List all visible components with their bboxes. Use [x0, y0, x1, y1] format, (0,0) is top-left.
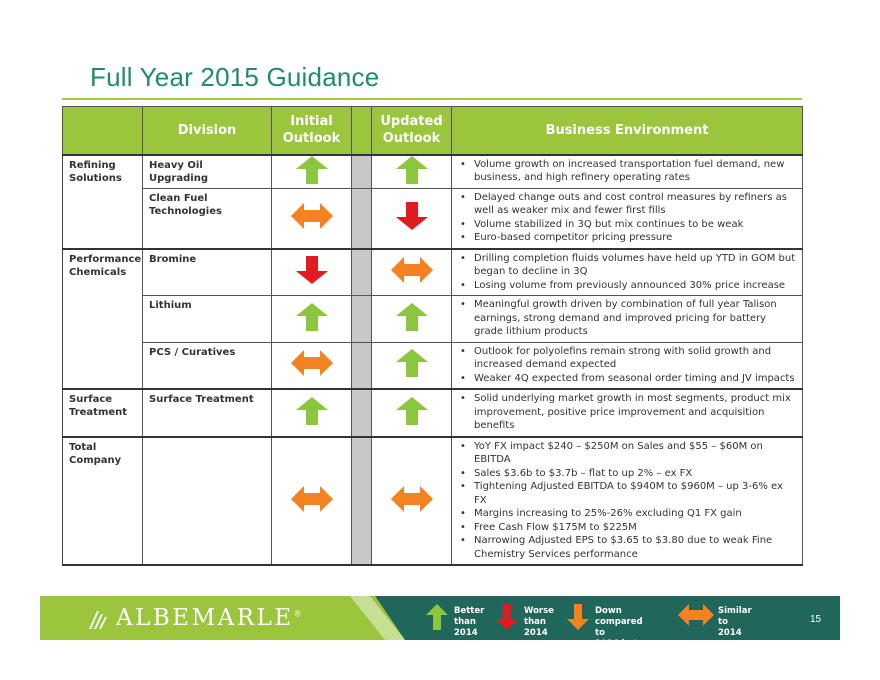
- albemarle-logo-mark-icon: [88, 608, 110, 630]
- segment-cell: Performance Chemicals: [63, 249, 143, 296]
- division-cell: Heavy Oil Upgrading: [143, 155, 272, 189]
- list-item: • Outlook for polyolefins remain strong with solid growth and increased demand expected: [458, 345, 796, 372]
- list-item: • Sales $3.6b to $3.7b – flat to up 2% – ex FX: [458, 467, 796, 481]
- list-item: • Volume stabilized in 3Q but mix continues to be weak: [458, 218, 796, 232]
- gap-cell: [352, 155, 372, 189]
- segment-cell: [63, 296, 143, 343]
- footer-bar: [40, 596, 840, 660]
- updated-outlook-green-up-arrow-icon: [396, 397, 428, 425]
- updated-outlook-cell: [372, 296, 452, 343]
- updated-outlook-cell: [372, 155, 452, 189]
- initial-outlook-green-up-arrow-icon: [296, 303, 328, 331]
- gap-cell: [352, 296, 372, 343]
- business-environment-list: [458, 252, 796, 293]
- legend-similar-label: Similar to 2014: [718, 606, 752, 638]
- table-row: [63, 188, 803, 249]
- list-item: • Losing volume from previously announced 30% price increase: [458, 279, 796, 293]
- header-gap: [352, 107, 372, 155]
- initial-outlook-cell: [272, 437, 352, 566]
- initial-outlook-cell: [272, 389, 352, 437]
- business-environment-cell: [452, 188, 803, 249]
- division-cell: PCS / Curatives: [143, 342, 272, 389]
- updated-outlook-green-up-arrow-icon: [396, 156, 428, 184]
- list-item: • Volume growth on increased transportation fuel demand, new business, and high refinery operating rates: [458, 158, 796, 185]
- legend-similar: [678, 604, 752, 638]
- legend-orange-double-arrow-icon: [678, 604, 714, 626]
- list-item: • YoY FX impact $240 – $250M on Sales and $55 – $60M on EBITDA: [458, 440, 796, 467]
- gap-cell: [352, 342, 372, 389]
- updated-outlook-cell: [372, 188, 452, 249]
- initial-outlook-orange-double-arrow-icon: [291, 203, 333, 229]
- legend-red-down-arrow-icon: [496, 604, 518, 630]
- segment-cell: Total Company: [63, 437, 143, 566]
- gap-cell: [352, 437, 372, 566]
- list-item: • Euro-based competitor pricing pressure: [458, 231, 796, 245]
- header-segment: [63, 107, 143, 155]
- list-item: • Tightening Adjusted EBITDA to $940M to $960M – up 3-6% ex FX: [458, 480, 796, 507]
- business-environment-list: [458, 392, 796, 433]
- list-item: • Free Cash Flow $175M to $225M: [458, 521, 796, 535]
- logo-registered-mark: ®: [293, 609, 302, 619]
- division-cell: Bromine: [143, 249, 272, 296]
- list-item: • Meaningful growth driven by combination of full year Talison earnings, strong demand and improved pricing for battery grade lithium products: [458, 298, 796, 339]
- table-header-row: [63, 107, 803, 155]
- page-number: 15: [810, 614, 822, 625]
- initial-outlook-red-down-arrow-icon: [296, 256, 328, 284]
- business-environment-list: [458, 158, 796, 185]
- updated-outlook-cell: [372, 437, 452, 566]
- business-environment-cell: [452, 342, 803, 389]
- division-cell: Clean Fuel Technologies: [143, 188, 272, 249]
- initial-outlook-cell: [272, 249, 352, 296]
- initial-outlook-cell: [272, 155, 352, 189]
- business-environment-list: [458, 298, 796, 339]
- table-row: [63, 437, 803, 566]
- legend-better-label: Better than 2014: [454, 606, 485, 638]
- business-environment-cell: [452, 437, 803, 566]
- table-row: [63, 155, 803, 189]
- initial-outlook-cell: [272, 342, 352, 389]
- table-row: [63, 342, 803, 389]
- division-cell: [143, 437, 272, 566]
- gap-cell: [352, 249, 372, 296]
- legend-down-improving-label: Down compared to 2014 but improving: [595, 606, 644, 660]
- updated-outlook-cell: [372, 342, 452, 389]
- updated-outlook-cell: [372, 389, 452, 437]
- initial-outlook-orange-double-arrow-icon: [291, 350, 333, 376]
- legend-better: [426, 604, 485, 638]
- header-division: Division: [143, 107, 272, 155]
- header-business-environment: Business Environment: [452, 107, 803, 155]
- updated-outlook-orange-double-arrow-icon: [391, 486, 433, 512]
- legend-worse-label: Worse than 2014: [524, 606, 554, 638]
- title-divider: [62, 98, 802, 100]
- list-item: • Weaker 4Q expected from seasonal order timing and JV impacts: [458, 372, 796, 386]
- albemarle-logo: [88, 605, 302, 631]
- updated-outlook-green-up-arrow-icon: [396, 349, 428, 377]
- updated-outlook-red-down-arrow-icon: [396, 202, 428, 230]
- segment-cell: [63, 188, 143, 249]
- business-environment-list: [458, 191, 796, 245]
- division-cell: Surface Treatment: [143, 389, 272, 437]
- list-item: • Margins increasing to 25%-26% excluding Q1 FX gain: [458, 507, 796, 521]
- list-item: • Solid underlying market growth in most segments, product mix improvement, positive price improvement and acquisition benefits: [458, 392, 796, 433]
- table-row: [63, 389, 803, 437]
- header-updated-outlook: Updated Outlook: [372, 107, 452, 155]
- guidance-table: [62, 106, 803, 566]
- business-environment-list: [458, 440, 796, 562]
- legend-green-up-arrow-icon: [426, 604, 448, 630]
- initial-outlook-cell: [272, 296, 352, 343]
- page-title: Full Year 2015 Guidance: [90, 62, 380, 92]
- business-environment-cell: [452, 389, 803, 437]
- initial-outlook-green-up-arrow-icon: [296, 156, 328, 184]
- initial-outlook-green-up-arrow-icon: [296, 397, 328, 425]
- list-item: • Narrowing Adjusted EPS to $3.65 to $3.80 due to weak Fine Chemistry Services performance: [458, 534, 796, 561]
- legend-orange-down-arrow-icon: [567, 604, 589, 630]
- list-item: • Delayed change outs and cost control measures by refiners as well as weaker mix and fewer first fills: [458, 191, 796, 218]
- updated-outlook-cell: [372, 249, 452, 296]
- initial-outlook-cell: [272, 188, 352, 249]
- updated-outlook-orange-double-arrow-icon: [391, 257, 433, 283]
- segment-cell: Surface Treatment: [63, 389, 143, 437]
- header-initial-outlook: Initial Outlook: [272, 107, 352, 155]
- gap-cell: [352, 188, 372, 249]
- business-environment-cell: [452, 249, 803, 296]
- business-environment-cell: [452, 155, 803, 189]
- segment-cell: Refining Solutions: [63, 155, 143, 189]
- gap-cell: [352, 389, 372, 437]
- segment-cell: [63, 342, 143, 389]
- updated-outlook-green-up-arrow-icon: [396, 303, 428, 331]
- initial-outlook-orange-double-arrow-icon: [291, 486, 333, 512]
- business-environment-cell: [452, 296, 803, 343]
- table-row: [63, 249, 803, 296]
- legend-worse: [496, 604, 554, 638]
- business-environment-list: [458, 345, 796, 386]
- division-cell: Lithium: [143, 296, 272, 343]
- logo-wordmark: ALBEMARLE: [116, 605, 294, 631]
- table-row: [63, 296, 803, 343]
- legend-down-improving: [567, 604, 644, 660]
- list-item: • Drilling completion fluids volumes have held up YTD in GOM but began to decline in 3Q: [458, 252, 796, 279]
